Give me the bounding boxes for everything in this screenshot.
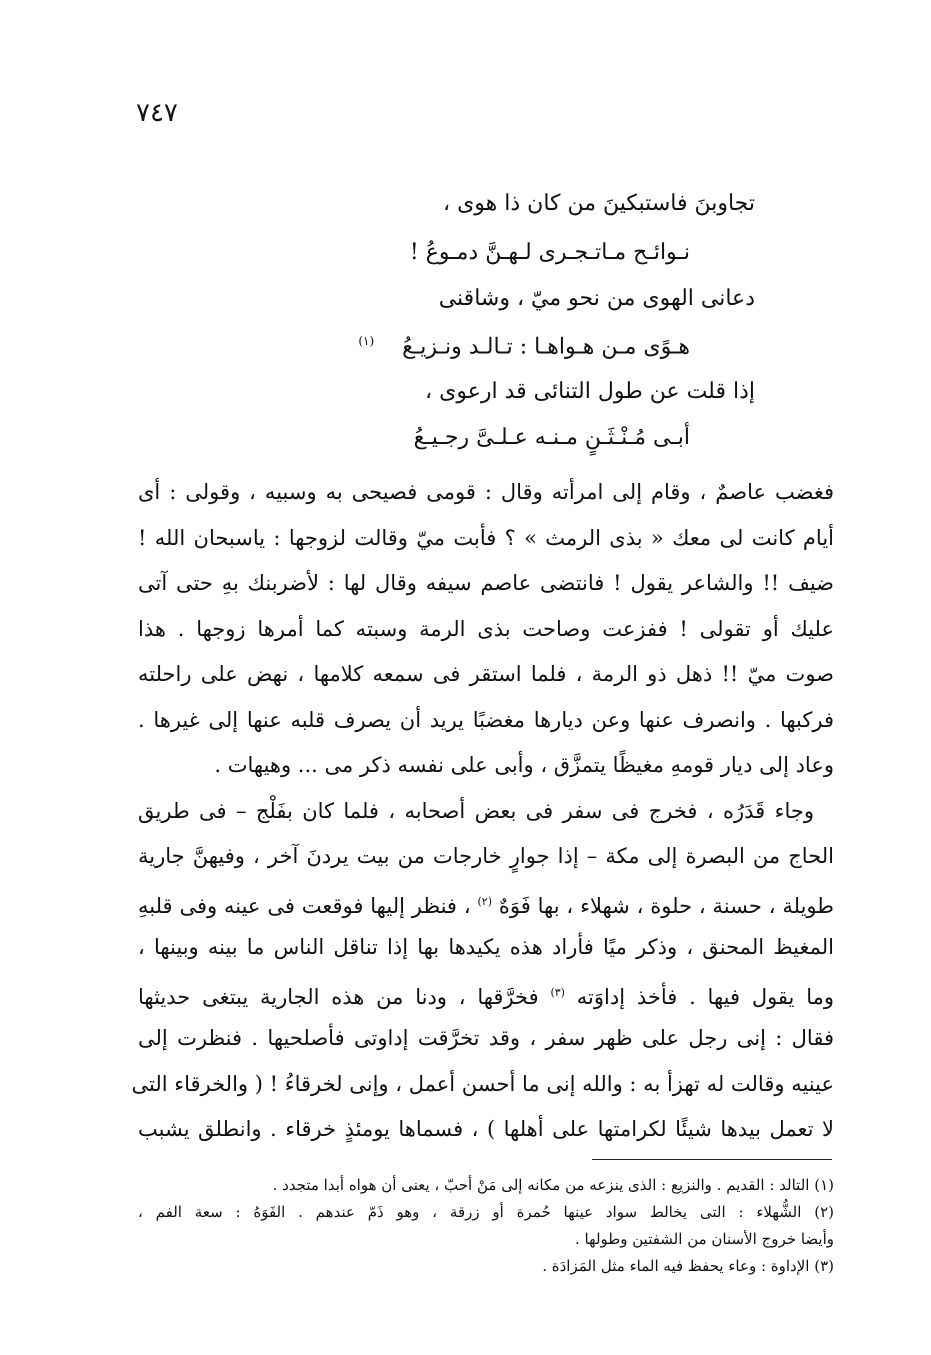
page-number: ٧٤٧ [136,98,178,128]
text-line-with-note [138,978,834,1024]
footnote-divider [592,1159,832,1160]
poem-verse: نـوائـح مـاتـجـرى لـهـنَّ دمـوعُ ! [409,240,690,265]
text-line: المغيظ المحنق ، وذكر ميًا فأراد هذه يكيدها بها إذا تناقل الناس ما بينه وبينها ، [138,935,834,959]
text-line: ضيف !! والشاعر يقول ! فانتضى عاصم سيفه وقال لها : لأضربنك بهِ حتى آتى [138,571,834,595]
text-line: وجاء قَدَرُه ، فخرج فى سفر فى بعض أصحابه ، فلما كان بفَلْج – فى طريق [138,798,814,823]
text-segment: طويلة ، حسنة ، حلوة ، شهلاء ، بها فَوَهٌ [498,893,834,918]
footnote: (٣) الإداوة : وعاء يحفظ فيه الماء مثل المَزادَة . [542,1257,834,1275]
footnote: (١) التالد : القديم . والنزيع : الذى ينزعه من مكانه إلى مَنْ أحبّ ، يعنى أن هواه أبدا متجدد . [272,1176,834,1194]
text-line: عليك أو تقولى ! ففزعت وصاحت بذى الرمة وسبته كما أمرها زوجها . هذا [138,616,834,641]
text-line-with-note [138,887,834,933]
text-line: فقال : إنى رجل على ظهر سفر ، وقد تخرَّقت إداوتى فأصلحيها . فنظرت إلى [138,1026,834,1050]
text-line: صوت ميّ !! ذهل ذو الرمة ، فلما استقر فى سمعه كلامها ، نهض على راحلته [138,662,834,686]
text-segment: فخرَّقها ، ودنا من هذه الجارية يبتغى حديثها [138,984,539,1009]
footnote-continuation: وأيضا خروج الأسنان من الشفتين وطولها . [574,1230,834,1248]
text-line: فركبها . وانصرف عنها وعن ديارها مغضبًا يريد أن يصرف قلبه عنها إلى غيرها . [138,707,834,732]
footnote-ref-1: (١) [358,334,375,348]
footnote-ref-2: (٢) [477,894,493,908]
text-line: لا تعمل بيدها شيئًا لكرامتها على أهلها ) ، فسماها يومئذٍ خرقاء . وانطلق يشبب [138,1117,834,1141]
poem-verse: دعانى الهوى من نحو ميّ ، وشاقنى [438,286,755,311]
footnote-ref-3: (٣) [550,985,565,999]
poem-verse: تجاوبنَ فاستبكينَ من كان ذا هوى ، [442,191,755,216]
text-segment: وما يقول فيها . فأخذ إداوَته [576,984,834,1009]
poem-verse: أبـى مُـنْـثَـنٍ مـنـه عـلـىَّ رجـيـعُ [413,425,690,450]
text-line: وعاد إلى ديار قومهِ مغيظًا يتمزَّق ، وأبى على نفسه ذكر مى ... وهيهات . [214,753,834,777]
poem-verse-with-note [358,335,690,358]
text-line: فغضب عاصمٌ ، وقام إلى امرأته وقال : قومى فصيحى به وسبيه ، وقولى : أى [138,480,834,504]
footnote: (٢) الشُّهلاء : التى يخالط سواد عينها حُمرة أو زرقة ، وهو ذَمّ عندهم . الفَوَهُ : سعة الفم ، [138,1203,834,1221]
text-line: عينيه وقالت له تهزأ به : والله إنى ما أحسن أعمل ، وإنى لخرقاءُ ! ( والخرقاء التى [131,1071,834,1096]
poem-verse-text: هـوًى مـن هـواهـا : تـالـد ونـزيـعُ [402,334,690,360]
text-line: أيام كانت لى معك « بذى الرمث » ؟ فأبت ميّ وقالت لزوجها : ياسبحان الله ! [138,525,834,550]
text-line: الحاج من البصرة إلى مكة – إذا جوارٍ خارجات من بيت يردنَ آخر ، وفيهنَّ جارية [138,844,834,868]
poem-verse: إذا قلت عن طول التنائى قد ارعوى ، [425,379,755,404]
footnotes [138,1175,834,1283]
text-segment: ، فنظر إليها فوقعت فى عينه وفى قلبهِ [138,893,471,918]
body-text [131,477,834,1160]
